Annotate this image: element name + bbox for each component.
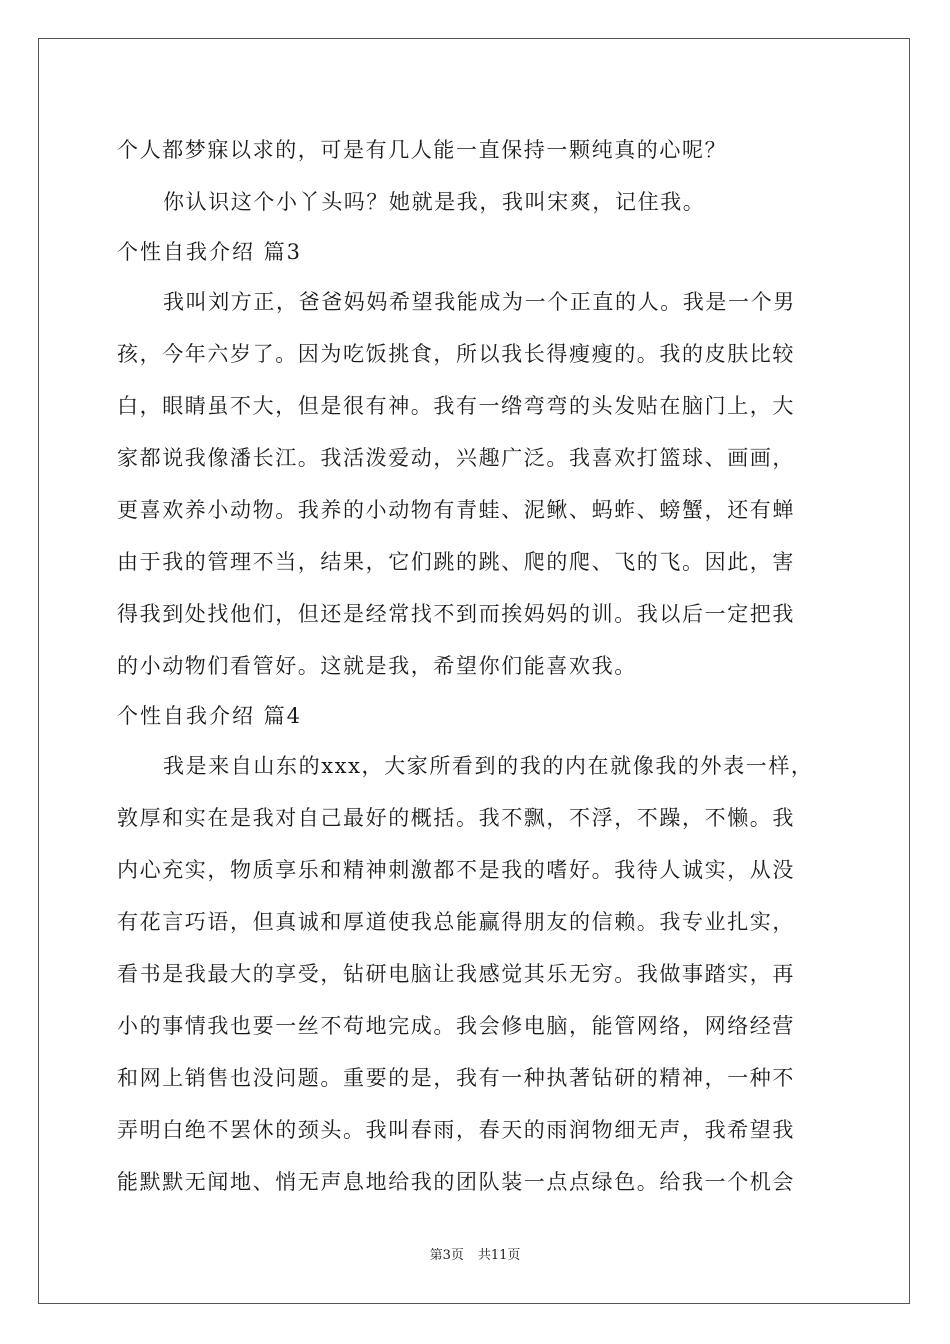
text-line: 弄明白绝不罢休的颈头。我叫春雨，春天的雨润物细无声，我希望我: [117, 1118, 795, 1142]
text-line: 白，眼睛虽不大，但是很有神。我有一绺弯弯的头发贴在脑门上，大: [117, 394, 795, 418]
text-line: 小的事情我也要一丝不苟地完成。我会修电脑，能管网络，网络经营: [117, 1014, 795, 1038]
text-line: 敦厚和实在是我对自己最好的概括。我不飘，不浮，不躁，不懒。我: [117, 806, 795, 830]
text-line: 个人都梦寐以求的，可是有几人能一直保持一颗纯真的心呢？: [117, 138, 728, 162]
section-heading: 个性自我介绍 篇4: [117, 704, 303, 728]
text-line: 得我到处找他们，但还是经常找不到而挨妈妈的训。我以后一定把我: [117, 602, 795, 626]
page-number: 第3页: [429, 1248, 464, 1263]
text-line: 有花言巧语，但真诚和厚道使我总能赢得朋友的信赖。我专业扎实，: [117, 910, 795, 934]
text-line: 你认识这个小丫头吗？她就是我，我叫宋爽，记住我。: [163, 190, 706, 214]
text-line: 能默默无闻地、悄无声息地给我的团队装一点点绿色。给我一个机会: [117, 1170, 795, 1194]
text-line: 的小动物们看管好。这就是我，希望你们能喜欢我。: [117, 654, 637, 678]
page-footer: [0, 1244, 950, 1263]
text-line: 看书是我最大的享受，钻研电脑让我感觉其乐无穷。我做事踏实，再: [117, 962, 795, 986]
text-line: 和网上销售也没问题。重要的是，我有一种执著钻研的精神，一种不: [117, 1066, 795, 1090]
document-body: [117, 124, 837, 1208]
page-total: 共11页: [477, 1248, 521, 1263]
text-line: 内心充实，物质享乐和精神刺激都不是我的嗜好。我待人诚实，从没: [117, 858, 795, 882]
section-heading: 个性自我介绍 篇3: [117, 240, 303, 264]
text-line: 家都说我像潘长江。我活泼爱动，兴趣广泛。我喜欢打篮球、画画，: [117, 446, 795, 470]
text-line: 我是来自山东的xxx，大家所看到的我的内在就像我的外表一样，: [163, 754, 814, 778]
text-line: 由于我的管理不当，结果，它们跳的跳、爬的爬、飞的飞。因此，害: [117, 550, 795, 574]
text-line: 更喜欢养小动物。我养的小动物有青蛙、泥鳅、蚂蚱、螃蟹，还有蝉: [117, 498, 795, 522]
text-line: 我叫刘方正，爸爸妈妈希望我能成为一个正直的人。我是一个男: [163, 290, 796, 314]
text-line: 孩，今年六岁了。因为吃饭挑食，所以我长得瘦瘦的。我的皮肤比较: [117, 342, 795, 366]
